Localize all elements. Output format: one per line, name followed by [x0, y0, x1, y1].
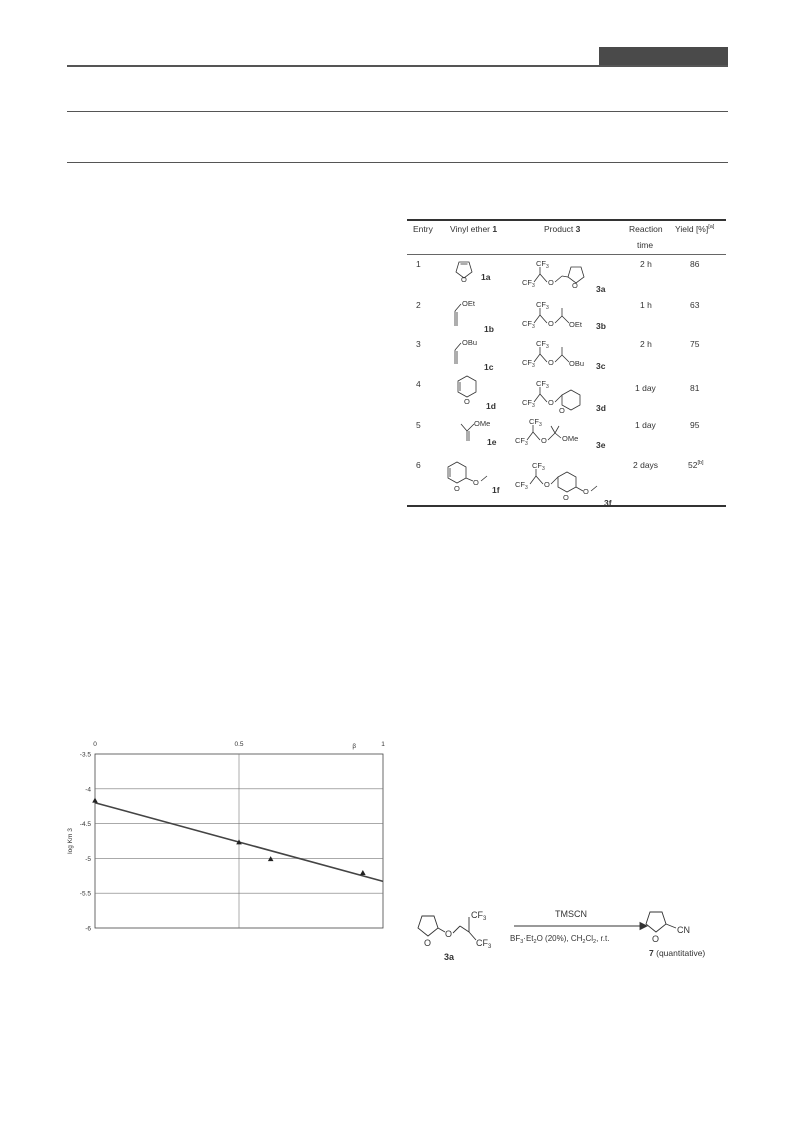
svg-text:CF3: $CF_3$	[532, 461, 545, 472]
svg-text:OBu: OBu	[569, 359, 585, 368]
svg-text:CF3: $CF_3$	[522, 319, 535, 330]
svg-text:CF3: $CF_3$	[536, 339, 549, 350]
x-tick-label: 0.5	[234, 741, 244, 748]
row3-entry: 3	[416, 339, 421, 349]
row6-time: 2 days	[633, 460, 659, 470]
svg-text:1e: 1e	[487, 437, 497, 447]
svg-text:O: O	[461, 275, 467, 284]
data-point	[92, 798, 98, 803]
svg-text:OEt: OEt	[569, 320, 582, 329]
svg-text:CF3: $CF_3$	[522, 358, 535, 369]
header-yield: Yield [%][a]	[675, 224, 715, 234]
row1-yield: 86	[690, 259, 700, 269]
header-entry: Entry	[413, 224, 433, 234]
reaction-scheme	[412, 902, 732, 964]
svg-text:1d: 1d	[486, 401, 496, 411]
svg-text:1b: 1b	[484, 324, 494, 334]
y-tick-label: -5.5	[79, 890, 91, 898]
svg-text:O: O	[548, 398, 554, 407]
svg-text:OEt: OEt	[462, 299, 475, 308]
svg-text:O: O	[544, 480, 550, 489]
svg-text:3b: 3b	[596, 321, 606, 331]
y-tick-label: -5	[85, 855, 91, 863]
svg-text:O: O	[572, 281, 578, 290]
row2-yield: 63	[690, 300, 700, 310]
svg-text:CF3: $CF_3$	[536, 300, 549, 311]
svg-text:CF3: $CF_3$	[471, 910, 487, 922]
product-label: 7	[649, 948, 654, 958]
svg-text:OMe: OMe	[474, 419, 491, 428]
svg-text:O: O	[464, 397, 470, 406]
svg-text:3d: 3d	[596, 403, 606, 413]
row1-entry: 1	[416, 259, 421, 269]
y-axis-label: log Km 3	[67, 828, 74, 854]
divider-rule-2	[67, 162, 728, 163]
svg-text:OMe: OMe	[562, 434, 579, 443]
reagent-label: TMSCN	[555, 909, 587, 919]
svg-text:3a: 3a	[596, 284, 606, 294]
svg-text:O: O	[445, 929, 453, 939]
svg-text:CN: CN	[677, 925, 690, 935]
row6-entry: 6	[416, 460, 421, 470]
row2-time: 1 h	[640, 300, 652, 310]
svg-text:CF3: $CF_3$	[529, 417, 542, 428]
y-tick-label: -3.5	[79, 751, 91, 759]
x-tick-label: 0	[93, 741, 97, 748]
row5-yield: 95	[690, 420, 700, 430]
svg-text:O: O	[583, 487, 589, 496]
svg-text:O: O	[473, 478, 479, 487]
svg-text:O: O	[454, 484, 460, 493]
svg-text:1f: 1f	[492, 485, 500, 495]
reactant-label: 3a	[444, 952, 455, 962]
row3-time: 2 h	[640, 339, 652, 349]
y-tick-label: -6	[85, 925, 91, 933]
row6-yield: 52[b]	[688, 460, 704, 470]
header-rule	[67, 65, 728, 67]
results-table	[407, 219, 726, 509]
row4-time: 1 day	[635, 383, 656, 393]
row1-time: 2 h	[640, 259, 652, 269]
svg-text:1a: 1a	[481, 272, 491, 282]
thf-ring-reactant	[418, 916, 438, 936]
svg-text:3c: 3c	[596, 361, 606, 371]
y-tick-label: -4	[85, 786, 91, 794]
x-tick-label: 1	[381, 741, 385, 748]
y-tick-label: -4.5	[79, 821, 91, 829]
row4-yield: 81	[690, 383, 700, 393]
svg-text:1c: 1c	[484, 362, 494, 372]
row2-entry: 2	[416, 300, 421, 310]
svg-text:O: O	[541, 436, 547, 445]
svg-text:CF3: $CF_3$	[536, 259, 549, 270]
header-reaction: Reaction	[629, 224, 663, 234]
row5-time: 1 day	[635, 420, 656, 430]
svg-text:O: O	[548, 358, 554, 367]
header-product: Product 3	[544, 224, 581, 234]
svg-text:O: O	[548, 319, 554, 328]
table-structures	[407, 219, 726, 509]
svg-text:CF3: $CF_3$	[515, 480, 528, 491]
header-vinyl-ether: Vinyl ether 1	[450, 224, 498, 234]
svg-text:CF3: $CF_3$	[522, 398, 535, 409]
svg-text:CF3: $CF_3$	[536, 379, 549, 390]
svg-text:7 (quantitative): 7 (quantitative)	[649, 948, 706, 958]
svg-text:CF3: $CF_3$	[476, 938, 492, 950]
journal-header-bar	[599, 47, 728, 65]
header-time: time	[637, 240, 654, 250]
x-axis-label: β	[352, 743, 357, 750]
svg-text:CF3: $CF_3$	[515, 436, 528, 447]
svg-text:O: O	[563, 493, 569, 502]
svg-text:3f: 3f	[604, 498, 612, 508]
svg-text:OBu: OBu	[462, 338, 478, 347]
svg-text:O: O	[652, 934, 660, 944]
svg-text:O: O	[559, 406, 565, 415]
divider-rule-1	[67, 111, 728, 112]
log-km-chart	[60, 734, 390, 934]
data-point	[360, 870, 366, 875]
thf-ring-product	[646, 912, 666, 932]
svg-text:O: O	[548, 278, 554, 287]
svg-text:O: O	[424, 938, 432, 948]
row4-entry: 4	[416, 379, 421, 389]
row5-entry: 5	[416, 420, 421, 430]
svg-text:3e: 3e	[596, 440, 606, 450]
row3-yield: 75	[690, 339, 700, 349]
svg-text:CF3: $CF_3$	[522, 278, 535, 289]
conditions-label: $BF_3\cdot Et_2O$ (20%), $CH_2Cl_2$, r.t.	[510, 934, 610, 945]
